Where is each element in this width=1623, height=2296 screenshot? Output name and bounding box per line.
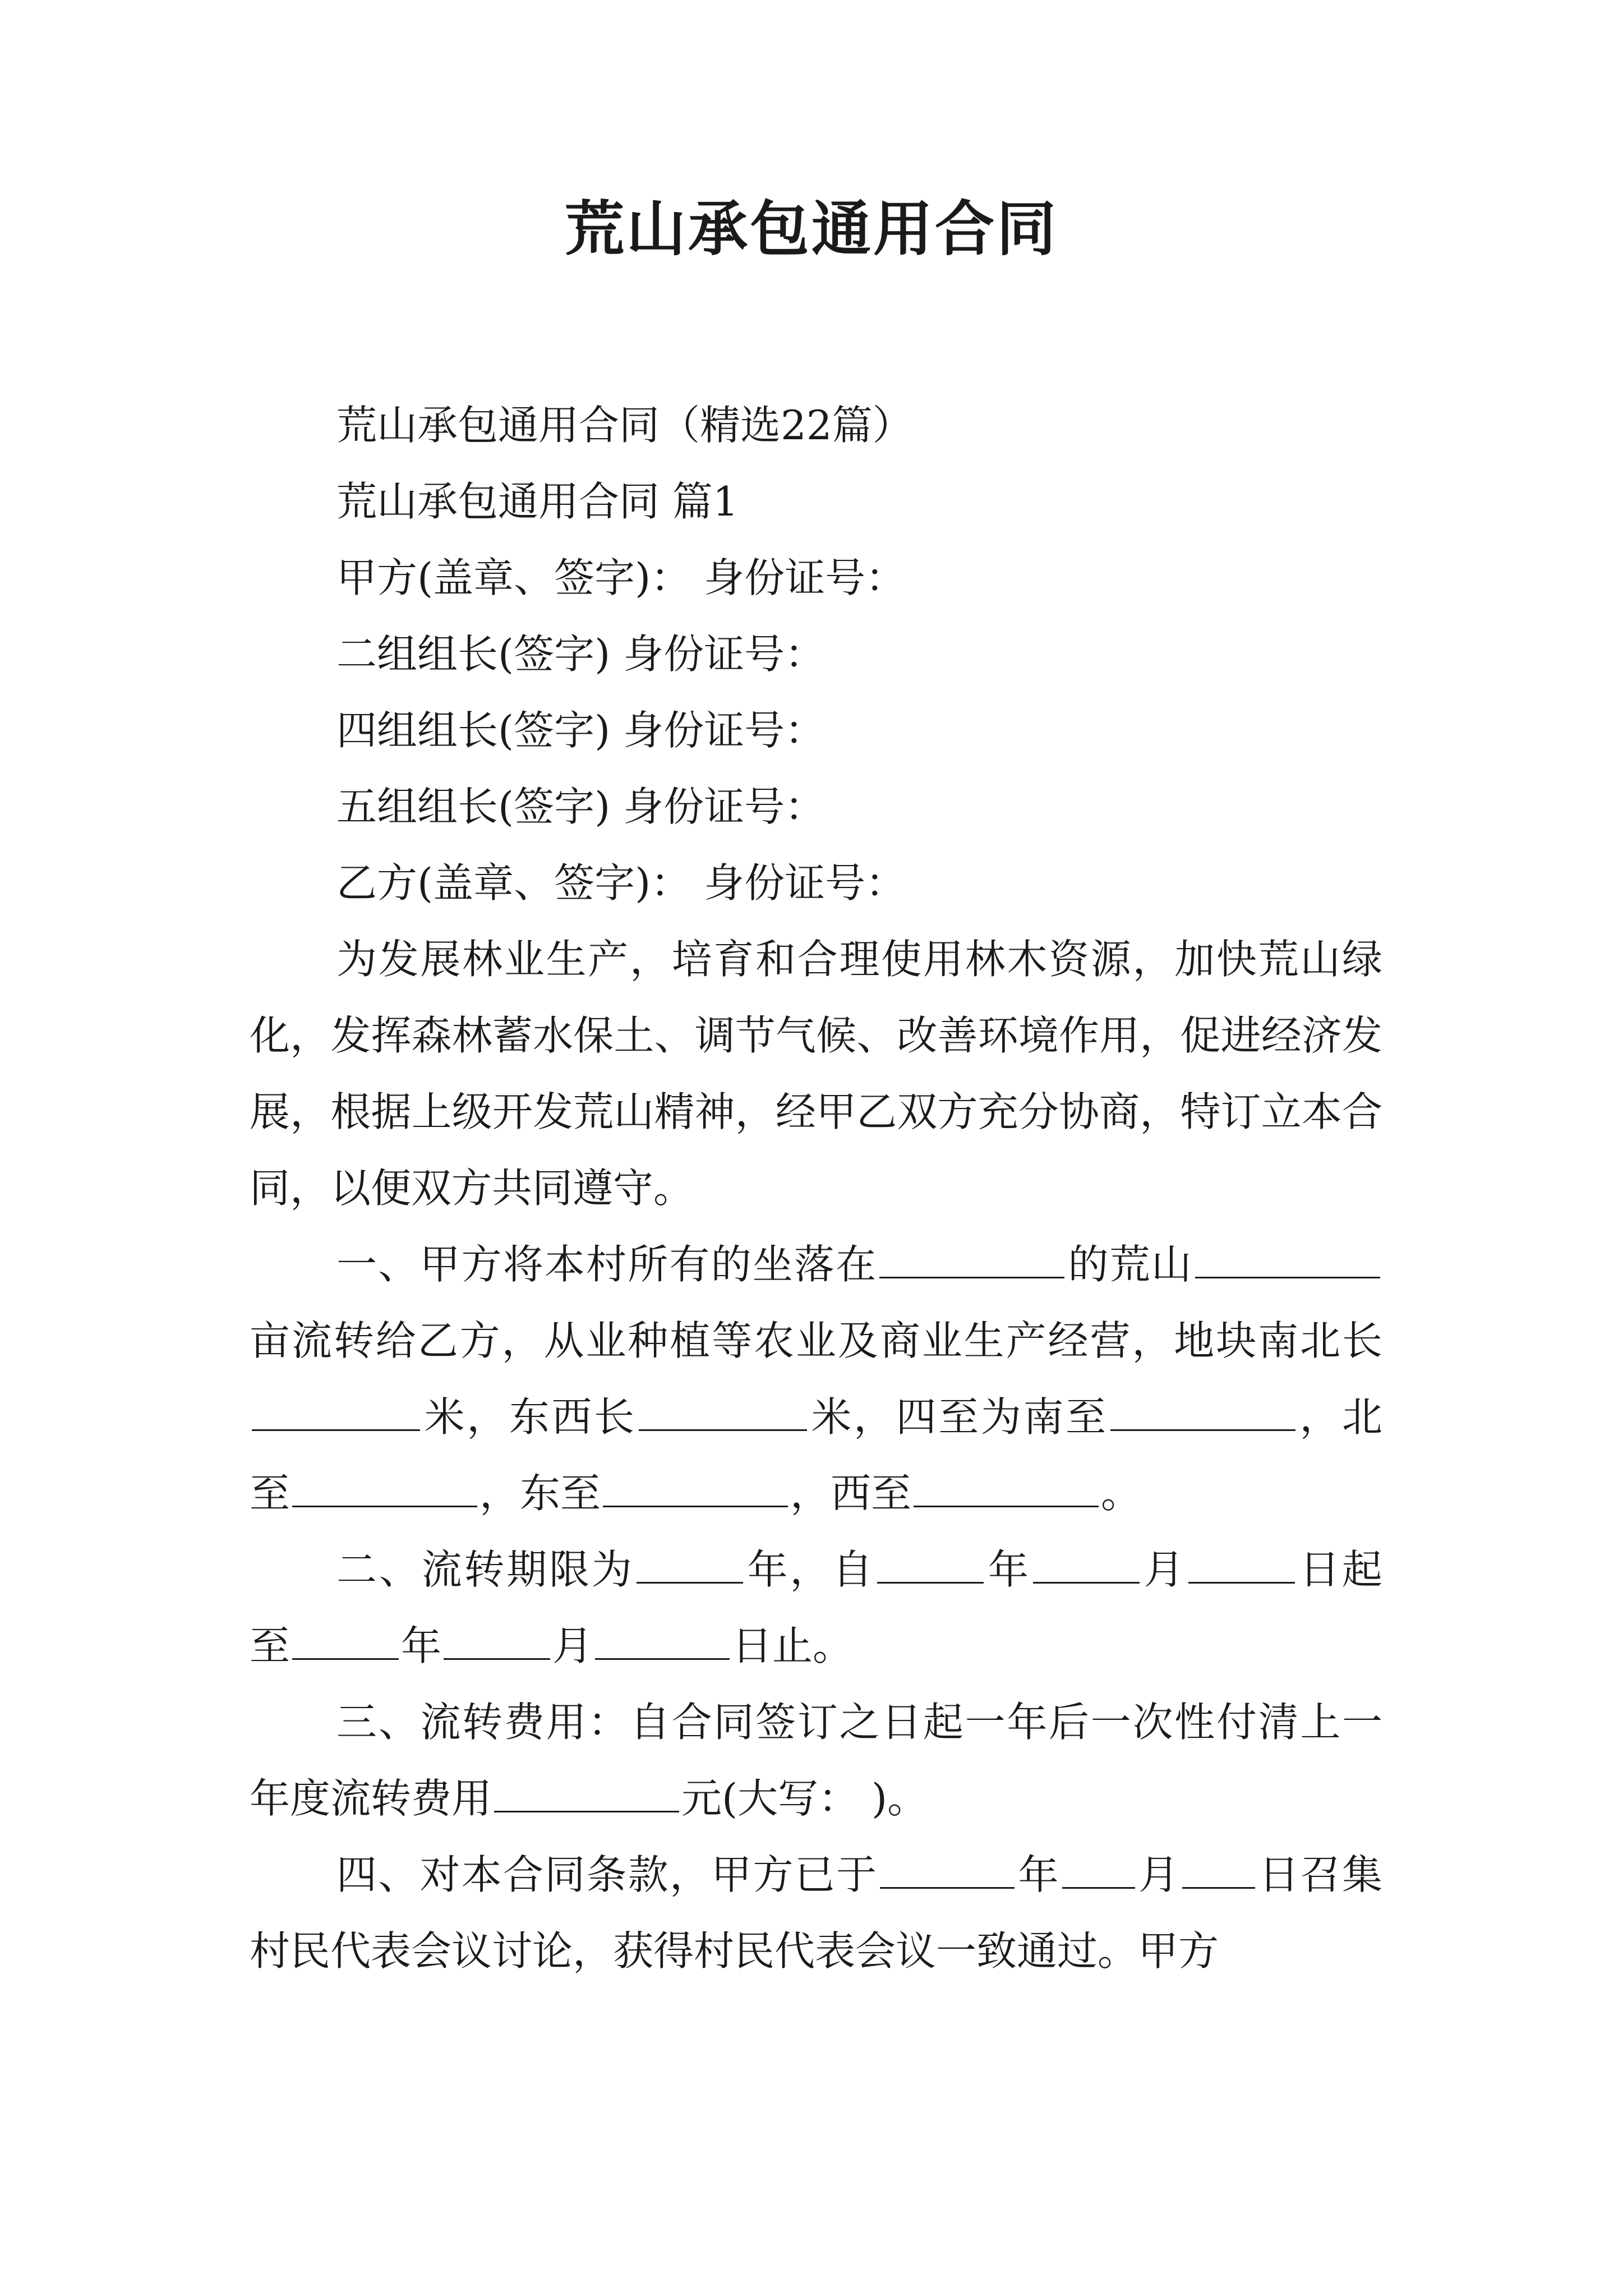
group2-leader-line: 二组组长(签字) 身份证号： — [336, 631, 826, 678]
clause-2-text-b: 年，自 — [745, 1546, 875, 1593]
blank-area — [1195, 1241, 1380, 1278]
document-body — [250, 387, 1382, 1989]
blank-end-year — [292, 1622, 399, 1660]
blank-fee — [494, 1775, 679, 1812]
clause-2-text-d: 月 — [1141, 1546, 1187, 1593]
clause-4-text-a: 四、对本合同条款，甲方已于 — [336, 1851, 878, 1898]
blank-term-years — [637, 1546, 743, 1584]
party-b-line: 乙方(盖章、签字)： 身份证号： — [336, 859, 906, 907]
blank-meeting-day — [1182, 1851, 1255, 1889]
clause-2-text-e: 日起 至 — [250, 1546, 1382, 1669]
clause-3-text-b: 元(大写： )。 — [681, 1775, 928, 1822]
intro-paragraph: 为发展林业生产，培育和合理使用林木资源，加快荒山绿化，发挥森林蓄水保土、调节气候、改善环境作用，促进经济发展，根据上级开发荒山精神，经甲乙双方充分协商，特订立本合同，以便双方共同遵守。 — [250, 936, 1382, 1212]
blank-ew-length — [639, 1393, 807, 1431]
blank-meeting-month — [1062, 1851, 1135, 1889]
clause-3-text-a: 三、流转费用：自合同签订之日起一年后一次性付清上一年度流转费用 — [250, 1699, 1382, 1822]
blank-start-year — [877, 1546, 984, 1584]
section-heading: 荒山承包通用合同 篇1 — [336, 478, 739, 525]
clause-2-text-h: 日止。 — [732, 1622, 854, 1669]
clause-2-text-c: 年 — [986, 1546, 1031, 1593]
clause-1-text-e: 米，四至为南至 — [809, 1393, 1108, 1441]
blank-end-month — [444, 1622, 550, 1660]
clause-1-text-i: 。 — [1101, 1470, 1142, 1517]
clause-1-text-h: ，西至 — [790, 1470, 912, 1517]
blank-east — [603, 1470, 788, 1507]
clause-4-text-d: 日召集村民代表会议讨论，获得村民代表会议一致通过。甲方 — [250, 1851, 1382, 1975]
clause-3 — [250, 1684, 1382, 1837]
blank-west — [914, 1470, 1099, 1507]
clause-4 — [250, 1837, 1382, 1989]
clause-1-text-g: ，东至 — [479, 1470, 601, 1517]
clause-1-text-a: 一、甲方将本村所有的坐落在 — [336, 1241, 878, 1288]
blank-meeting-year — [880, 1851, 1015, 1889]
document-title: 荒山承包通用合同 — [565, 194, 1058, 264]
clause-2 — [250, 1531, 1382, 1684]
blank-south — [1110, 1393, 1295, 1431]
subtitle-line: 荒山承包通用合同（精选22篇） — [336, 402, 913, 449]
blank-end-day — [595, 1622, 730, 1660]
clause-1 — [250, 1226, 1382, 1531]
clause-2-text-f: 年 — [401, 1622, 442, 1669]
blank-location — [879, 1241, 1064, 1278]
blank-north — [292, 1470, 477, 1507]
blank-ns-length — [252, 1393, 420, 1431]
clause-1-text-b: 的荒山 — [1067, 1241, 1193, 1288]
blank-start-month — [1033, 1546, 1140, 1584]
party-a-line: 甲方(盖章、签字)： 身份证号： — [336, 554, 906, 601]
clause-4-text-b: 年 — [1017, 1851, 1060, 1898]
clause-2-text-a: 二、流转期限为 — [336, 1546, 634, 1593]
clause-1-text-f: ，北至 — [250, 1393, 1382, 1517]
group5-leader-line: 五组组长(签字) 身份证号： — [336, 783, 826, 830]
group4-leader-line: 四组组长(签字) 身份证号： — [336, 707, 826, 754]
clause-1-text-d: 米，东西长 — [422, 1393, 637, 1441]
blank-start-day — [1188, 1546, 1295, 1584]
clause-4-text-c: 月 — [1137, 1851, 1181, 1898]
clause-1-text-c: 亩流转给乙方，从业种植等农业及商业生产经营，地块南北长 — [250, 1317, 1382, 1364]
clause-2-text-g: 月 — [552, 1622, 593, 1669]
